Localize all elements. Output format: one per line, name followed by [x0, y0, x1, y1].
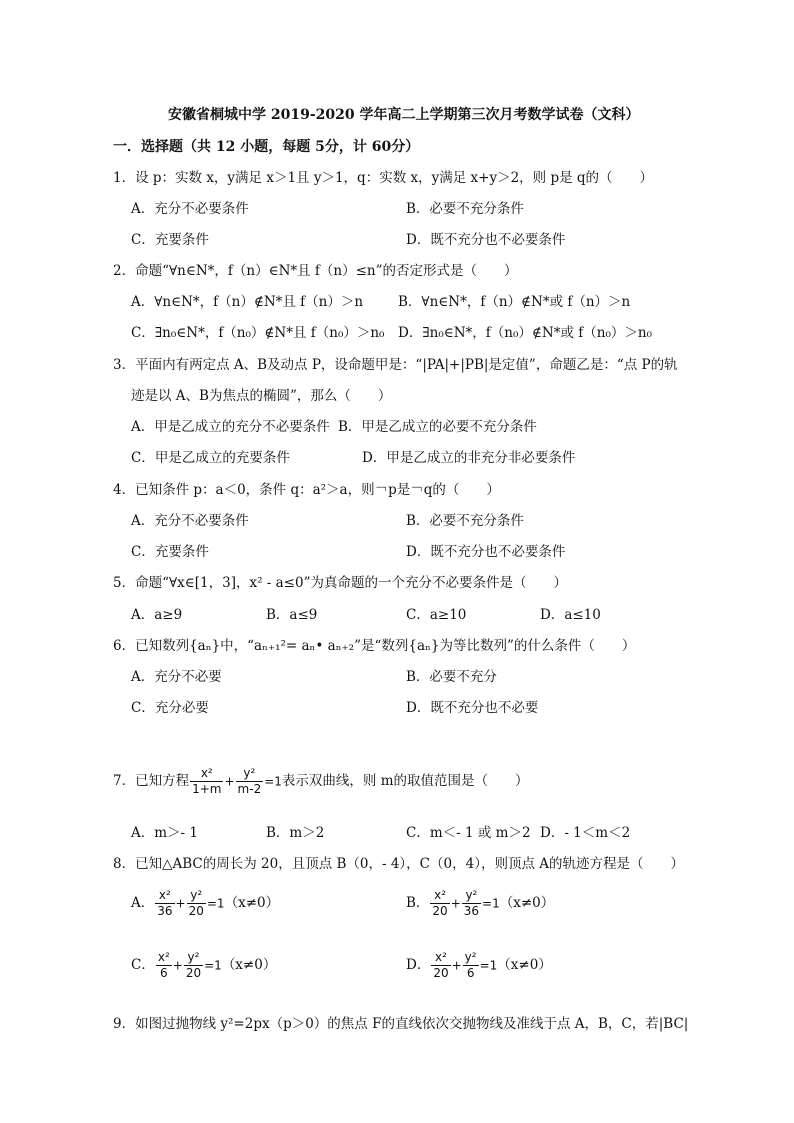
section-heading: 一．选择题（共 12 小题，每题 5分，计 60分）	[113, 139, 420, 155]
equals-one: =1	[206, 896, 225, 911]
fraction-denominator: 36	[463, 904, 480, 918]
question-6-option-c: C．充分必要	[131, 700, 209, 716]
fraction-numerator: x²	[155, 888, 174, 904]
question-5-option-a: A．a≥9	[131, 607, 183, 623]
question-6-stem: 6．已知数列{aₙ}中，“aₙ₊₁²= aₙ• aₙ₊₂”是“数列{aₙ}为等比数列”的什么条件（ ）	[113, 638, 636, 654]
fraction-y	[236, 766, 264, 797]
condition-text: （x≠0）	[499, 895, 555, 911]
fraction-numerator: x²	[190, 766, 223, 782]
fraction-numerator: y²	[236, 766, 264, 782]
question-8-option-b	[406, 888, 554, 919]
condition-text: （x≠0）	[497, 957, 552, 973]
question-7-stem-prefix: 7．已知方程	[113, 773, 190, 789]
question-8-option-c	[131, 950, 276, 981]
fraction-denominator: 20	[185, 966, 202, 980]
question-3-option-a: A．甲是乙成立的充分不必要条件	[131, 419, 330, 435]
question-1-option-d: D．既不充分也不必要条件	[406, 232, 566, 248]
question-7-option-c: C．m＜- 1 或 m＞2	[406, 825, 531, 841]
fraction-x	[156, 950, 172, 981]
fraction-denominator: 6	[466, 966, 475, 980]
fraction-numerator: y²	[464, 950, 477, 964]
plus-sign: +	[451, 958, 462, 973]
question-3-stem-line-2: 迹是以 A、B为焦点的椭圆”，那么（ ）	[131, 388, 392, 404]
equals-one: =1	[264, 774, 282, 789]
question-6-option-b: B．必要不充分	[406, 669, 497, 685]
question-4-option-c: C．充要条件	[131, 544, 209, 560]
condition-text: （x≠0）	[221, 957, 277, 973]
question-2-stem: 2．命题“∀n∈N*，f（n）∈N*且 f（n）≤n”的否定形式是（ ）	[113, 263, 518, 279]
fraction-x	[431, 950, 450, 981]
question-3-option-d: D．甲是乙成立的非充分非必要条件	[362, 450, 576, 466]
equals-one: =1	[204, 958, 222, 973]
fraction-denominator: m-2	[237, 782, 262, 796]
option-label: C．	[131, 957, 155, 973]
question-5-option-b: B．a≤9	[266, 607, 318, 623]
fraction-y	[462, 888, 481, 919]
condition-text: （x≠0）	[224, 895, 280, 911]
question-6-option-d: D．既不充分也不必要	[406, 700, 539, 716]
question-3-stem-line-1: 3．平面内有两定点 A、B及动点 P，设命题甲是：“|PA|+|PB|是定值”，命题乙是：“点 P的轨	[113, 357, 678, 373]
fraction-numerator: y²	[462, 888, 481, 904]
fraction-y	[463, 950, 479, 981]
question-7-option-a: A．m＞- 1	[131, 825, 198, 841]
question-1-stem: 1．设 p：实数 x，y满足 x＞1且 y＞1，q：实数 x，y满足 x+y＞2，则 p是 q的（ ）	[113, 170, 654, 186]
question-4-option-a: A．充分不必要条件	[131, 513, 249, 529]
fraction-denominator: 20	[432, 904, 448, 918]
question-3-option-b: B．甲是乙成立的必要不充分条件	[338, 419, 537, 435]
fraction-x	[430, 888, 449, 919]
question-5-option-d: D．a≤10	[540, 607, 601, 623]
question-7-option-d: D．- 1＜m＜2	[540, 825, 631, 841]
option-label: A．	[131, 895, 155, 911]
plus-sign: +	[175, 896, 186, 911]
question-8-option-a	[131, 888, 279, 919]
option-label: D．	[406, 957, 431, 973]
question-2-option-d: D．∃n₀∈N*，f（n₀）∉N*或 f（n₀）＞n₀	[398, 325, 652, 341]
question-2-option-a: A．∀n∈N*，f（n）∉N*且 f（n）＞n	[131, 294, 364, 310]
question-5-option-c: C．a≥10	[406, 607, 467, 623]
equals-one: =1	[482, 896, 500, 911]
question-4-option-d: D．既不充分也不必要条件	[406, 544, 566, 560]
question-8-stem: 8．已知△ABC的周长为 20，且顶点 B（0，- 4），C（0，4），则顶点 A的轨迹方程是（ ）	[113, 856, 684, 872]
fraction-denominator: 20	[433, 966, 449, 980]
fraction-denominator: 6	[159, 966, 168, 980]
page-title: 安徽省桐城中学 2019-2020 学年高二上学期第三次月考数学试卷（文科）	[168, 107, 640, 123]
question-1-option-c: C．充要条件	[131, 232, 209, 248]
question-4-stem: 4．已知条件 p：a＜0，条件 q：a²＞a，则￢p是￢q的（ ）	[113, 482, 500, 498]
fraction-x	[155, 888, 174, 919]
equals-one: =1	[479, 958, 498, 973]
fraction-x	[190, 766, 223, 797]
question-7-stem-suffix: 表示双曲线，则 m的取值范围是（ ）	[281, 773, 529, 789]
question-6-option-a: A．充分不必要	[131, 669, 222, 685]
question-4-option-b: B．必要不充分条件	[406, 513, 524, 529]
plus-sign: +	[224, 774, 235, 789]
fraction-numerator: x²	[430, 888, 449, 904]
plus-sign: +	[450, 896, 461, 911]
question-5-stem: 5．命题“∀x∈[1，3]，x² - a≤0”为真命题的一个充分不必要条件是（ ）	[113, 575, 567, 591]
question-1-option-a: A．充分不必要条件	[131, 201, 249, 217]
plus-sign: +	[172, 958, 183, 973]
fraction-numerator: x²	[157, 950, 170, 964]
fraction-y	[187, 888, 206, 919]
question-3-option-c: C．甲是乙成立的充要条件	[131, 450, 290, 466]
fraction-denominator: 36	[157, 904, 173, 918]
fraction-denominator: 20	[188, 904, 204, 918]
question-8-option-d	[406, 950, 552, 981]
question-7-stem	[113, 766, 529, 797]
question-2-option-b: B．∀n∈N*，f（n）∉N*或 f（n）＞n	[398, 294, 631, 310]
fraction-numerator: y²	[187, 888, 206, 904]
fraction-denominator: 1+m	[192, 782, 222, 796]
fraction-y	[184, 950, 203, 981]
question-1-option-b: B．必要不充分条件	[406, 201, 524, 217]
question-9-stem: 9．如图过抛物线 y²=2px（p＞0）的焦点 F的直线依次交抛物线及准线于点 A，B，C，若|BC|	[113, 1016, 689, 1032]
question-7-option-b: B．m＞2	[266, 825, 325, 841]
option-label: B．	[406, 895, 430, 911]
fraction-numerator: y²	[184, 950, 203, 966]
question-2-option-c: C．∃n₀∈N*，f（n₀）∉N*且 f（n₀）＞n₀	[131, 325, 385, 341]
fraction-numerator: x²	[431, 950, 450, 966]
